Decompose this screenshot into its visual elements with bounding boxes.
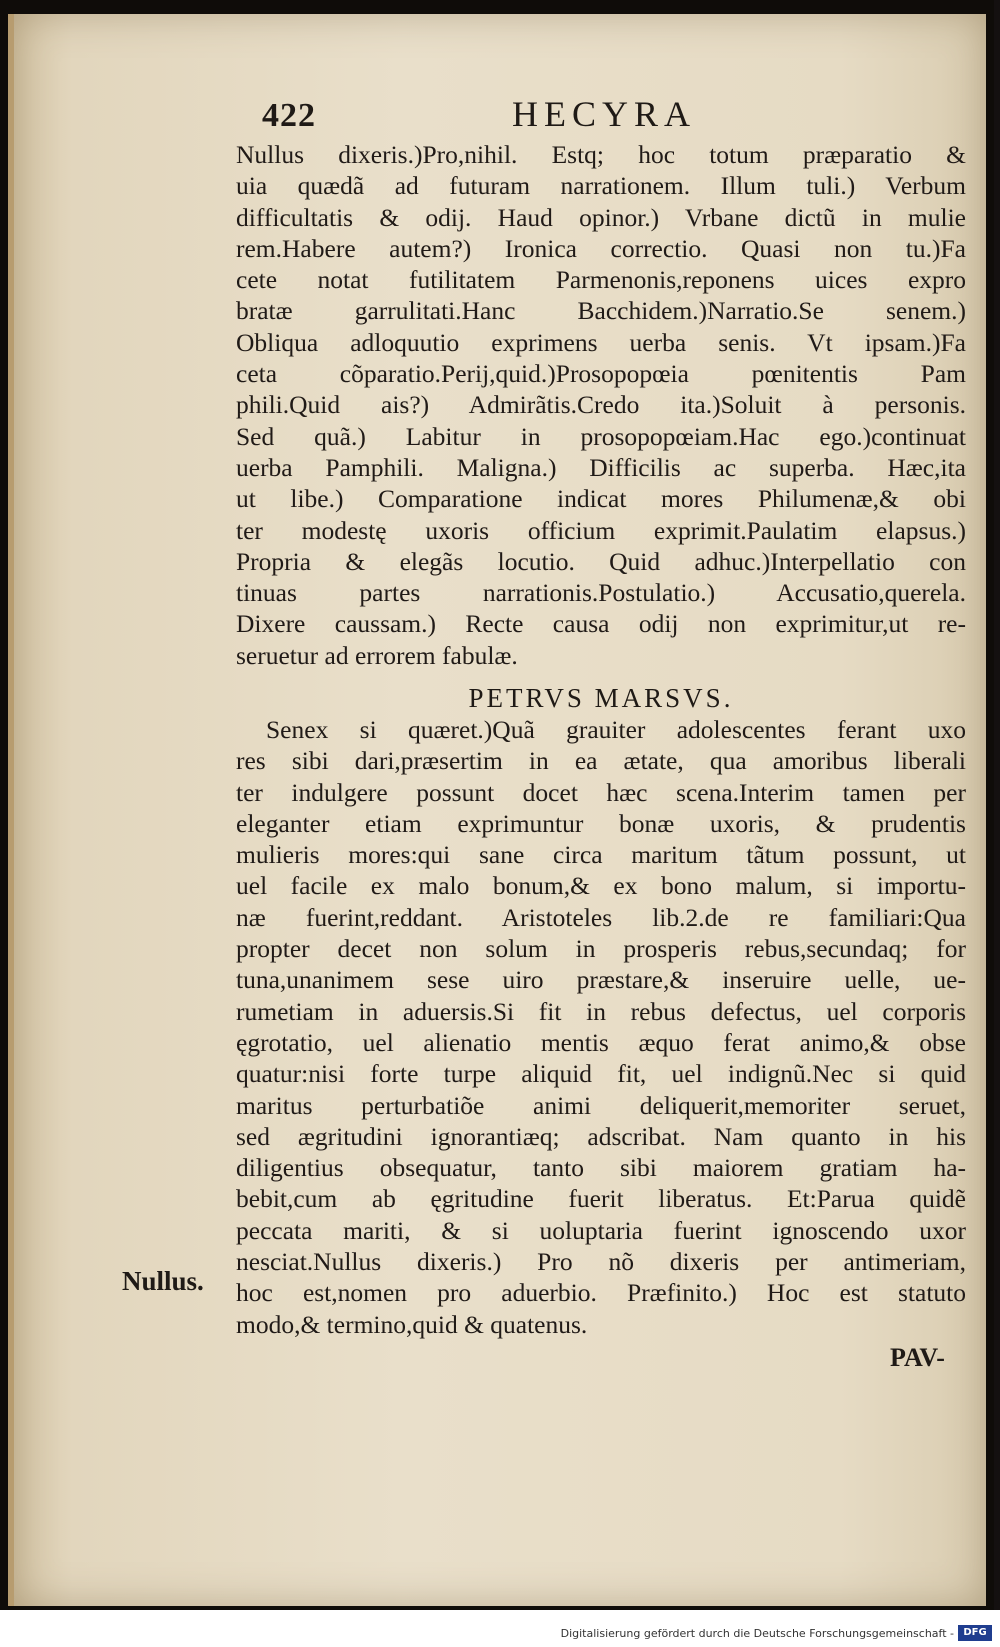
text-line: Propria & elegãs locutio. Quid adhuc.)Interpellatio con <box>236 546 966 576</box>
text-line: ut libe.) Comparatione indicat mores Philumenæ,& obi <box>236 484 966 514</box>
text-line: tuna,unanimem sese uiro præstare,& inseruire uelle, ue- <box>236 965 966 995</box>
text-line: rem.Habere autem?) Ironica correctio. Quasi non tu.)Fa <box>236 233 966 263</box>
catchword: PAV- <box>890 1343 945 1372</box>
text-line: uel facile ex malo bonum,& ex bono malum, si importu- <box>236 871 966 901</box>
text-line: ęgrotatio, uel alienatio mentis æquo ferat animo,& obse <box>236 1027 966 1057</box>
commentary-block-1 <box>236 139 966 671</box>
text-line: bebit,cum ab ęgritudine fuerit liberatus. Et:Parua quidẽ <box>236 1184 966 1214</box>
text-line: res sibi dari,præsertim in ea ætate, qua amoribus liberali <box>236 746 966 776</box>
scan-edge <box>994 0 1000 1610</box>
section-heading: PETRVS MARSVS. <box>468 683 734 713</box>
page-number: 422 <box>262 97 316 134</box>
text-line: quatur:nisi forte turpe aliquid fit, uel indignũ.Nec si quid <box>236 1059 966 1089</box>
text-line: maritus perturbatiõe animi deliquerit,memoriter seruet, <box>236 1090 966 1120</box>
text-line: Obliqua adloquutio exprimens uerba senis. Vt ipsam.)Fa <box>236 327 966 357</box>
text-line: ter indulgere possunt docet hæc scena.Interim tamen per <box>236 777 966 807</box>
text-line: sed ægritudini ignorantiæq; adscribat. Nam quanto in his <box>236 1121 966 1151</box>
text-line: peccata mariti, & si uoluptaria fuerint ignoscendo uxor <box>236 1215 966 1245</box>
text-line: rumetiam in aduersis.Si fit in rebus defectus, uel corporis <box>236 996 966 1026</box>
text-line: diligentius obsequatur, tanto sibi maiorem gratiam ha- <box>236 1153 966 1183</box>
text-line: tinuas partes narrationis.Postulatio.) Accusatio,querela. <box>236 578 966 608</box>
text-line: eleganter etiam exprimuntur bonæ uxoris, & prudentis <box>236 808 966 838</box>
text-line: uerba Pamphili. Maligna.) Difficilis ac superba. Hæc,ita <box>236 452 966 482</box>
text-line: difficultatis & odij. Haud opinor.) Vrbane dictũ in mulie <box>236 202 966 232</box>
page-header <box>262 93 982 137</box>
running-title: HECYRA <box>512 94 697 134</box>
commentary-block-2 <box>236 714 966 1340</box>
margin-note: Nullus. <box>122 1266 204 1296</box>
text-line: Senex si quæret.)Quã grauiter adolescentes ferant uxo <box>266 715 966 744</box>
text-line: Sed quã.) Labitur in prosopopœiam.Hac ego.)continuat <box>236 421 966 451</box>
text-line: uia quædã ad futuram narrationem. Illum tuli.) Verbum <box>236 171 966 201</box>
text-line: phili.Quid ais?) Admirãtis.Credo ita.)Soluit à personis. <box>236 390 966 420</box>
text-line: næ fuerint,reddant. Aristoteles lib.2.de re familiari:Qua <box>236 902 966 932</box>
text-line: seruetur ad errorem fabulæ. <box>236 640 518 670</box>
text-line: ceta cõparatio.Perij,quid.)Prosopopœia pœnitentis Pam <box>236 359 966 389</box>
text-line: Nullus dixeris.)Pro,nihil. Estq; hoc totum præparatio & <box>236 140 966 169</box>
text-line: nesciat.Nullus dixeris.) Pro nõ dixeris per antimeriam, <box>236 1247 966 1277</box>
text-line: modo,& termino,quid & quatenus. <box>236 1309 588 1339</box>
text-line: Dixere caussam.) Recte causa odij non exprimitur,ut re- <box>236 609 966 639</box>
text-line: bratæ garrulitati.Hanc Bacchidem.)Narratio.Se senem.) <box>236 296 966 326</box>
text-line: mulieris mores:qui sane circa maritum tãtum possunt, ut <box>236 840 966 870</box>
footer-bar <box>0 1610 1000 1647</box>
text-line: ter modestę uxoris officium exprimit.Paulatim elapsus.) <box>236 515 966 545</box>
dfg-logo: DFG <box>958 1625 992 1641</box>
text-line: cete notat futilitatem Parmenonis,reponens uices expro <box>236 265 966 295</box>
text-line: hoc est,nomen pro aduerbio. Præfinito.) Hoc est statuto <box>236 1278 966 1308</box>
text-line: propter decet non solum in prosperis rebus,secundaq; for <box>236 934 966 964</box>
funding-credit: Digitalisierung gefördert durch die Deutsche Forschungsgemeinschaft - <box>560 1627 954 1640</box>
